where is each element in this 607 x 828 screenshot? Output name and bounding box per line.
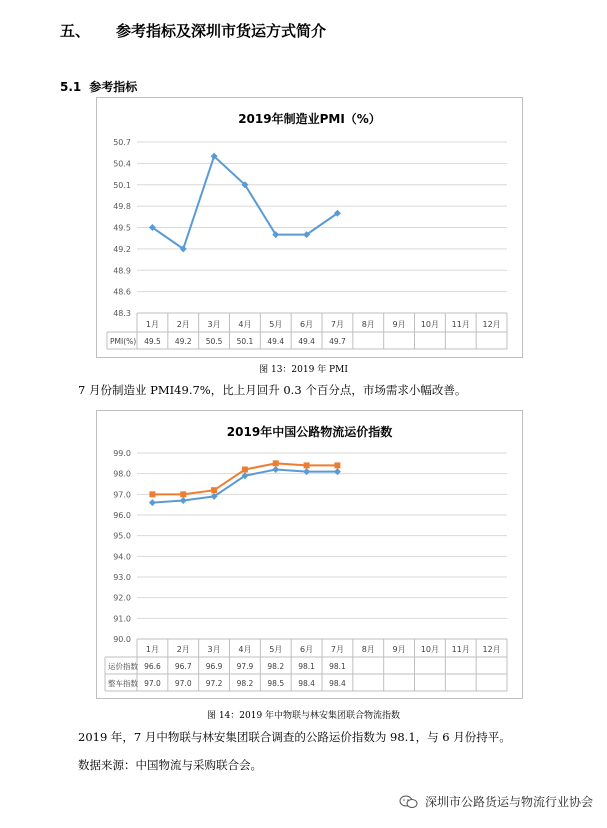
source-note: 数据来源：中国物流与采购联合会。	[78, 758, 262, 772]
data-table-value: 97.2	[205, 679, 223, 688]
x-tick-label: 6月	[300, 320, 314, 329]
y-tick-label: 95.0	[113, 531, 131, 541]
y-tick-label: 49.2	[113, 244, 131, 254]
data-table-value: 98.2	[236, 679, 254, 688]
freight-chart-svg	[97, 411, 522, 698]
x-tick-label: 9月	[392, 645, 406, 654]
data-point	[149, 491, 155, 497]
x-tick-label: 9月	[392, 320, 406, 329]
data-point	[180, 491, 186, 497]
chart-title: 2019年制造业PMI（%）	[238, 112, 381, 126]
chart-title: 2019年中国公路物流运价指数	[226, 425, 393, 439]
data-table-value: 96.7	[174, 662, 192, 671]
figure-caption: 图 13：2019 年 PMI	[259, 365, 348, 375]
series-label: 运价指数	[108, 662, 138, 671]
data-table-value: 97.0	[144, 679, 161, 688]
x-tick-label: 2月	[176, 320, 190, 329]
section-title: 参考指标及深圳市货运方式简介	[116, 22, 327, 40]
subsection-title: 参考指标	[89, 80, 138, 94]
x-tick-label: 11月	[451, 645, 470, 654]
pmi-note: 7 月份制造业 PMI49.7%，比上月回升 0.3 个百分点，市场需求小幅改善。	[78, 383, 467, 397]
data-point	[211, 487, 217, 493]
data-table-value: 49.5	[144, 337, 161, 346]
x-tick-label: 1月	[145, 320, 159, 329]
x-tick-label: 10月	[420, 320, 440, 329]
data-table-value: 49.4	[298, 337, 315, 346]
data-table-value: 96.9	[205, 662, 223, 671]
y-tick-label: 50.1	[113, 180, 131, 190]
data-point	[180, 497, 187, 504]
x-tick-label: 8月	[361, 320, 375, 329]
y-tick-label: 48.6	[113, 287, 131, 297]
pmi-chart	[96, 97, 523, 358]
data-table-value: 98.1	[329, 662, 346, 671]
y-tick-label: 99.0	[113, 449, 131, 458]
watermark-text: 深圳市公路货运与物流行业协会	[424, 795, 593, 809]
subsection-heading	[60, 78, 137, 95]
data-point	[273, 460, 279, 466]
series-label: PMI(%)	[110, 337, 137, 346]
y-tick-label: 92.0	[113, 593, 131, 603]
x-tick-label: 3月	[207, 645, 221, 654]
y-tick-label: 50.7	[113, 138, 131, 147]
watermark	[399, 793, 593, 810]
x-tick-label: 7月	[330, 320, 344, 329]
freight-index-chart	[96, 410, 523, 699]
x-tick-label: 7月	[330, 645, 344, 654]
x-tick-label: 1月	[145, 645, 159, 654]
y-tick-label: 91.0	[113, 614, 131, 624]
data-table-value: 96.6	[144, 662, 161, 671]
x-tick-label: 5月	[269, 645, 283, 654]
x-tick-label: 3月	[207, 320, 221, 329]
y-tick-label: 98.0	[113, 469, 131, 479]
data-table-value: 50.5	[205, 337, 223, 346]
data-table-value: 49.2	[174, 337, 192, 346]
section-heading	[60, 20, 326, 41]
y-tick-label: 50.4	[113, 159, 131, 169]
data-table-value: 98.5	[267, 679, 285, 688]
data-point	[242, 467, 248, 473]
data-table-value: 98.1	[298, 662, 315, 671]
y-tick-label: 90.0	[113, 635, 131, 644]
x-tick-label: 5月	[269, 320, 283, 329]
x-tick-label: 11月	[451, 320, 470, 329]
series-label: 整车指数	[108, 679, 138, 688]
y-tick-label: 94.0	[113, 552, 131, 562]
data-table-value: 97.0	[174, 679, 192, 688]
y-tick-label: 49.8	[113, 202, 131, 212]
x-tick-label: 10月	[420, 645, 440, 654]
pmi-chart-svg	[97, 98, 522, 357]
y-tick-label: 48.3	[113, 309, 131, 318]
x-tick-label: 12月	[482, 645, 501, 654]
x-tick-label: 2月	[176, 645, 190, 654]
data-table-value: 98.2	[267, 662, 285, 671]
x-tick-label: 6月	[300, 645, 314, 654]
data-point	[272, 466, 279, 473]
y-tick-label: 97.0	[113, 490, 131, 500]
figure-caption: 图 14：2019 年中物联与林安集团联合物流指数	[206, 711, 401, 721]
data-table-value: 98.4	[298, 679, 315, 688]
x-tick-label: 4月	[238, 320, 252, 329]
section-number: 五、	[60, 22, 91, 40]
data-table-value: 49.4	[267, 337, 285, 346]
data-table-value: 98.4	[329, 679, 346, 688]
y-tick-label: 49.5	[113, 223, 131, 233]
data-table-value: 49.7	[329, 337, 346, 346]
x-tick-label: 12月	[482, 320, 501, 329]
data-point	[334, 462, 340, 468]
data-table-value: 97.9	[236, 662, 254, 671]
wechat-icon	[399, 795, 419, 809]
data-point	[304, 462, 310, 468]
y-tick-label: 48.9	[113, 266, 131, 276]
x-tick-label: 4月	[238, 645, 252, 654]
data-table-value: 50.1	[236, 337, 254, 346]
y-tick-label: 96.0	[113, 511, 131, 520]
y-tick-label: 93.0	[113, 573, 131, 582]
subsection-number: 5.1	[60, 80, 82, 94]
freight-note: 2019 年，7 月中物联与林安集团联合调查的公路运价指数为 98.1，与 6 月份持平。	[78, 730, 511, 744]
x-tick-label: 8月	[361, 645, 375, 654]
data-point	[149, 499, 156, 506]
